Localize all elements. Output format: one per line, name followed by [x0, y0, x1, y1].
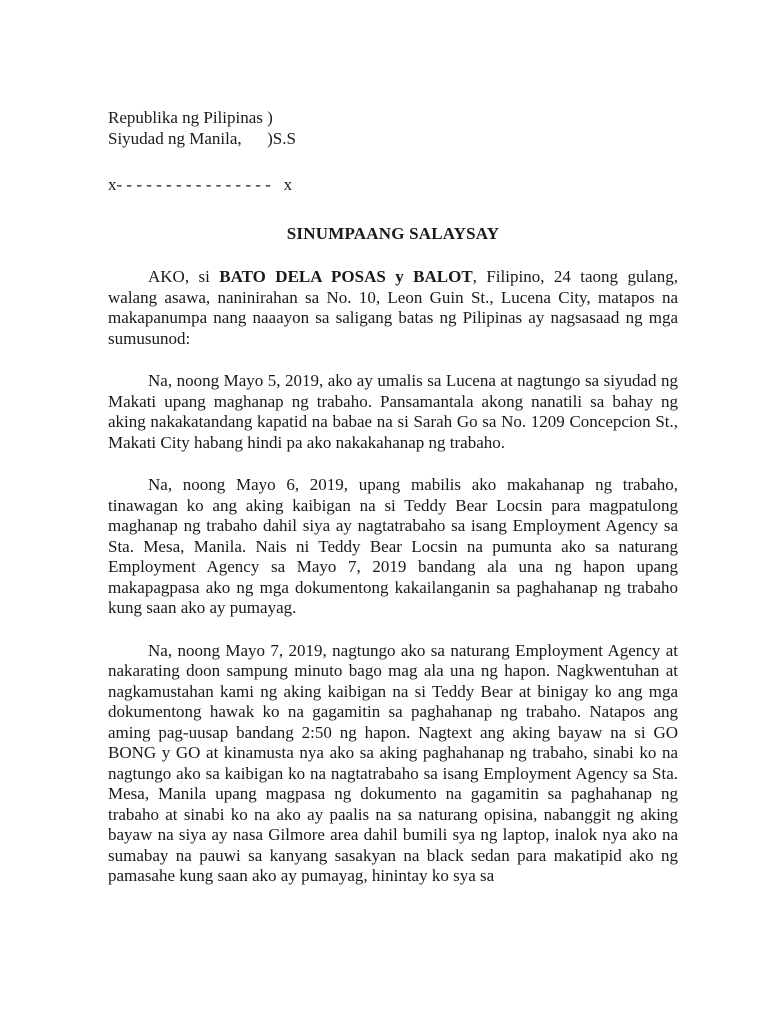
statement-paragraph-2: Na, noong Mayo 6, 2019, upang mabilis ako makahanap ng trabaho, tinawagan ko ang aking kaibigan na si Teddy Bear Locsin para magpatulong maghanap ng trabaho dahil siya ay nagtatrabaho sa isang Employment Agency sa Sta. Mesa, Manila. Nais ni Teddy Bear Locsin na pumunta ako sa naturang Employment Agency sa Mayo 7, 2019 bandang ala una ng hapon upang makapagpasa ako ng mga dokumentong kakailanganin sa paghahanap ng trabaho kung saan ako ay pumayag.: [108, 475, 678, 617]
statement-paragraph-1: Na, noong Mayo 5, 2019, ako ay umalis sa Lucena at nagtungo sa siyudad ng Makati upang maghanap ng trabaho. Pansamantala akong nanatili sa bahay ng aking nakakatandang kapatid na babae na si Sarah Go sa No. 1209 Concepcion St., Makati City habang hindi pa ako nakakahanap ng trabaho.: [108, 371, 678, 452]
caption-separator: x- - - - - - - - - - - - - - - - x: [108, 175, 293, 194]
caption-republic: Republika ng Pilipinas ): [108, 108, 273, 127]
intro-text-after: , Filipino, 24 taong gulang, walang asawa, naninirahan sa No. 10, Leon Guin St., Lucena City, matapos na makapanumpa nang naaayon sa saligang batas ng Pilipinas ay nagsasaad ng mga sumusunod:: [108, 267, 678, 348]
caption-city: Siyudad ng Manila, )S.S: [108, 128, 296, 148]
affiant-name: BATO DELA POSAS y BALOT: [219, 267, 473, 286]
statement-paragraph-3: Na, noong Mayo 7, 2019, nagtungo ako sa naturang Employment Agency at nakarating doon sampung minuto bago mag ala una ng hapon. Nagkwentuhan at nagkamustahan kami ng aking kaibigan na si Teddy Bear at binigay ko ang mga dokumentong hawak ko na gagamitin sa paghahanap ng trabaho. Natapos ang aming pag-uusap bandang 2:50 ng hapon. Nagtext ang aking bayaw na si GO BONG y GO at kinamusta nya ako sa aking paghahanap ng trabaho, sinabi ko na nagtungo ako sa kaibigan ko na nagtatrabaho sa isang Employment Agency sa Sta. Mesa, Manila upang magpasa ng dokumento na gagamitin sa paghahanap ng trabaho at sinabi ko na ako ay paalis na sa naturang opisina, nabanggit ng aking bayaw na siya ay nasa Gilmore area dahil bumili sya ng laptop, inalok nya ako na sumabay na pauwi sa kanyang sasakyan na black sedan para makatipid ako ng pamasahe kung saan ako ay pumayag, hinintay ko sya sa: [108, 640, 678, 885]
document-title: SINUMPAANG SALAYSAY: [286, 223, 500, 243]
affidavit-page: [108, 108, 678, 909]
intro-text-before: AKO, si: [148, 267, 220, 286]
intro-paragraph: [108, 267, 678, 349]
